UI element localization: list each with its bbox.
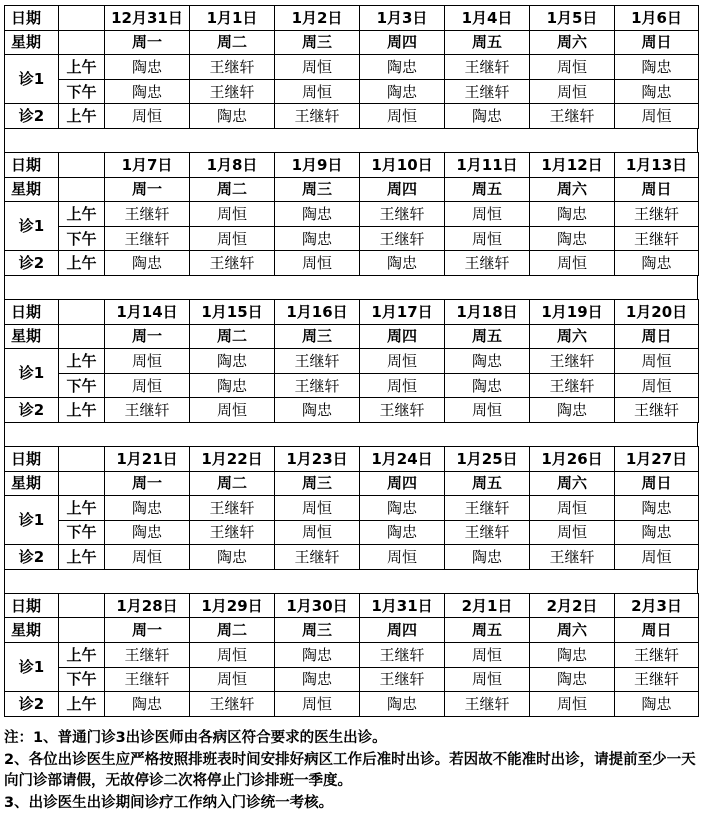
doctor-cell: 陶忠 bbox=[530, 226, 615, 251]
am-label: 上午 bbox=[59, 545, 105, 570]
doctor-cell: 周恒 bbox=[360, 104, 445, 129]
clinic2-label: 诊2 bbox=[5, 692, 59, 717]
doctor-cell: 周恒 bbox=[445, 667, 530, 692]
doctor-cell: 王继轩 bbox=[445, 692, 530, 717]
am-label: 上午 bbox=[59, 496, 105, 521]
date-label: 日期 bbox=[5, 6, 59, 31]
date-cell: 1月10日 bbox=[360, 152, 445, 177]
doctor-cell: 王继轩 bbox=[105, 643, 190, 668]
schedule-table bbox=[4, 446, 699, 570]
weekday-cell: 周日 bbox=[615, 618, 699, 643]
doctor-cell: 王继轩 bbox=[615, 398, 699, 423]
schedule-table bbox=[4, 593, 699, 717]
doctor-cell: 王继轩 bbox=[360, 202, 445, 227]
doctor-cell: 陶忠 bbox=[190, 104, 275, 129]
date-row bbox=[5, 152, 699, 177]
weekday-cell: 周一 bbox=[105, 471, 190, 496]
doctor-cell: 王继轩 bbox=[530, 104, 615, 129]
doctor-cell: 陶忠 bbox=[105, 251, 190, 276]
doctor-cell: 周恒 bbox=[615, 373, 699, 398]
blank-cell bbox=[59, 618, 105, 643]
doctor-cell: 王继轩 bbox=[360, 226, 445, 251]
date-row bbox=[5, 299, 699, 324]
separator-row bbox=[4, 276, 698, 299]
am-label: 上午 bbox=[59, 692, 105, 717]
weekday-cell: 周日 bbox=[615, 30, 699, 55]
weekday-cell: 周五 bbox=[445, 30, 530, 55]
clinic1-am-row bbox=[5, 643, 699, 668]
note-1: 注：1、普通门诊3出诊医师由各病区符合要求的医生出诊。 bbox=[4, 730, 387, 746]
doctor-cell: 周恒 bbox=[530, 79, 615, 104]
clinic1-am-row bbox=[5, 349, 699, 374]
weekday-cell: 周三 bbox=[275, 177, 360, 202]
am-label: 上午 bbox=[59, 349, 105, 374]
date-row bbox=[5, 6, 699, 31]
doctor-cell: 周恒 bbox=[275, 496, 360, 521]
doctor-cell: 陶忠 bbox=[190, 545, 275, 570]
doctor-cell: 陶忠 bbox=[615, 79, 699, 104]
weekday-cell: 周日 bbox=[615, 324, 699, 349]
doctor-cell: 周恒 bbox=[190, 202, 275, 227]
date-cell: 1月29日 bbox=[190, 593, 275, 618]
doctor-cell: 陶忠 bbox=[190, 349, 275, 374]
date-cell: 1月2日 bbox=[275, 6, 360, 31]
doctor-cell: 陶忠 bbox=[445, 349, 530, 374]
weekday-row bbox=[5, 30, 699, 55]
doctor-cell: 周恒 bbox=[530, 520, 615, 545]
doctor-cell: 周恒 bbox=[190, 667, 275, 692]
doctor-cell: 王继轩 bbox=[275, 349, 360, 374]
doctor-cell: 周恒 bbox=[190, 226, 275, 251]
doctor-cell: 王继轩 bbox=[530, 349, 615, 374]
doctor-cell: 陶忠 bbox=[360, 692, 445, 717]
schedule-table bbox=[4, 299, 699, 423]
doctor-cell: 王继轩 bbox=[445, 520, 530, 545]
doctor-cell: 王继轩 bbox=[190, 79, 275, 104]
clinic1-am-row bbox=[5, 202, 699, 227]
weekday-cell: 周二 bbox=[190, 618, 275, 643]
date-cell: 1月11日 bbox=[445, 152, 530, 177]
weekday-cell: 周一 bbox=[105, 324, 190, 349]
doctor-cell: 陶忠 bbox=[360, 251, 445, 276]
clinic1-label: 诊1 bbox=[5, 349, 59, 398]
clinic1-label: 诊1 bbox=[5, 55, 59, 104]
doctor-cell: 周恒 bbox=[615, 545, 699, 570]
date-cell: 1月20日 bbox=[615, 299, 699, 324]
weekday-cell: 周四 bbox=[360, 30, 445, 55]
doctor-cell: 陶忠 bbox=[445, 373, 530, 398]
weekday-cell: 周一 bbox=[105, 30, 190, 55]
clinic2-label: 诊2 bbox=[5, 545, 59, 570]
weekday-cell: 周四 bbox=[360, 177, 445, 202]
weekday-cell: 周四 bbox=[360, 324, 445, 349]
doctor-cell: 陶忠 bbox=[615, 496, 699, 521]
doctor-cell: 陶忠 bbox=[275, 643, 360, 668]
blank-cell bbox=[59, 177, 105, 202]
clinic2-am-row bbox=[5, 398, 699, 423]
doctor-cell: 王继轩 bbox=[615, 202, 699, 227]
date-cell: 1月8日 bbox=[190, 152, 275, 177]
doctor-cell: 王继轩 bbox=[105, 202, 190, 227]
am-label: 上午 bbox=[59, 104, 105, 129]
date-cell: 1月1日 bbox=[190, 6, 275, 31]
date-row bbox=[5, 593, 699, 618]
doctor-cell: 陶忠 bbox=[530, 202, 615, 227]
date-cell: 1月16日 bbox=[275, 299, 360, 324]
date-cell: 1月5日 bbox=[530, 6, 615, 31]
date-cell: 1月4日 bbox=[445, 6, 530, 31]
doctor-cell: 王继轩 bbox=[190, 251, 275, 276]
pm-label: 下午 bbox=[59, 373, 105, 398]
weekday-cell: 周五 bbox=[445, 618, 530, 643]
doctor-cell: 陶忠 bbox=[105, 55, 190, 80]
date-label: 日期 bbox=[5, 152, 59, 177]
date-cell: 1月17日 bbox=[360, 299, 445, 324]
clinic1-pm-row bbox=[5, 520, 699, 545]
doctor-cell: 王继轩 bbox=[275, 104, 360, 129]
clinic1-pm-row bbox=[5, 79, 699, 104]
date-label: 日期 bbox=[5, 446, 59, 471]
weekday-cell: 周二 bbox=[190, 471, 275, 496]
pm-label: 下午 bbox=[59, 667, 105, 692]
clinic1-pm-row bbox=[5, 226, 699, 251]
date-cell: 1月27日 bbox=[615, 446, 699, 471]
weekday-cell: 周六 bbox=[530, 177, 615, 202]
blank-cell bbox=[59, 471, 105, 496]
date-cell: 1月3日 bbox=[360, 6, 445, 31]
doctor-cell: 王继轩 bbox=[445, 496, 530, 521]
clinic1-pm-row bbox=[5, 373, 699, 398]
clinic1-label: 诊1 bbox=[5, 202, 59, 251]
date-cell: 1月14日 bbox=[105, 299, 190, 324]
date-cell: 1月30日 bbox=[275, 593, 360, 618]
doctor-cell: 陶忠 bbox=[105, 496, 190, 521]
note-2: 2、各位出诊医生应严格按照排班表时间安排好病区工作后准时出诊。若因故不能准时出诊，请提前至少一天向门诊部请假，无故停诊二次将停止门诊排班一季度。 bbox=[4, 751, 696, 789]
date-cell: 1月12日 bbox=[530, 152, 615, 177]
date-cell: 1月28日 bbox=[105, 593, 190, 618]
date-cell: 1月15日 bbox=[190, 299, 275, 324]
doctor-cell: 陶忠 bbox=[615, 692, 699, 717]
date-label: 日期 bbox=[5, 299, 59, 324]
blank-cell bbox=[59, 593, 105, 618]
clinic1-label: 诊1 bbox=[5, 643, 59, 692]
blank-cell bbox=[59, 6, 105, 31]
doctor-cell: 王继轩 bbox=[275, 373, 360, 398]
schedule-table bbox=[4, 152, 699, 276]
date-cell: 1月18日 bbox=[445, 299, 530, 324]
doctor-cell: 陶忠 bbox=[445, 104, 530, 129]
doctor-cell: 陶忠 bbox=[530, 398, 615, 423]
blank-cell bbox=[59, 299, 105, 324]
weekday-cell: 周五 bbox=[445, 177, 530, 202]
doctor-cell: 周恒 bbox=[275, 692, 360, 717]
weekday-cell: 周三 bbox=[275, 471, 360, 496]
date-cell: 1月13日 bbox=[615, 152, 699, 177]
doctor-cell: 王继轩 bbox=[615, 667, 699, 692]
doctor-cell: 王继轩 bbox=[190, 692, 275, 717]
date-cell: 1月6日 bbox=[615, 6, 699, 31]
doctor-cell: 王继轩 bbox=[445, 55, 530, 80]
separator-row bbox=[4, 570, 698, 593]
doctor-cell: 周恒 bbox=[445, 643, 530, 668]
weekday-label: 星期 bbox=[5, 30, 59, 55]
doctor-cell: 王继轩 bbox=[530, 373, 615, 398]
doctor-cell: 周恒 bbox=[105, 545, 190, 570]
doctor-cell: 周恒 bbox=[445, 202, 530, 227]
weekday-cell: 周三 bbox=[275, 30, 360, 55]
doctor-cell: 周恒 bbox=[530, 496, 615, 521]
doctor-cell: 周恒 bbox=[275, 55, 360, 80]
clinic1-am-row bbox=[5, 496, 699, 521]
doctor-cell: 王继轩 bbox=[190, 520, 275, 545]
doctor-cell: 王继轩 bbox=[615, 226, 699, 251]
separator-row bbox=[4, 423, 698, 446]
doctor-cell: 陶忠 bbox=[190, 373, 275, 398]
am-label: 上午 bbox=[59, 398, 105, 423]
doctor-cell: 王继轩 bbox=[530, 545, 615, 570]
doctor-cell: 王继轩 bbox=[105, 398, 190, 423]
clinic1-am-row bbox=[5, 55, 699, 80]
doctor-cell: 王继轩 bbox=[190, 55, 275, 80]
doctor-cell: 陶忠 bbox=[275, 398, 360, 423]
doctor-cell: 周恒 bbox=[275, 251, 360, 276]
weekday-cell: 周一 bbox=[105, 177, 190, 202]
pm-label: 下午 bbox=[59, 79, 105, 104]
date-cell: 12月31日 bbox=[105, 6, 190, 31]
clinic1-pm-row bbox=[5, 667, 699, 692]
doctor-cell: 周恒 bbox=[615, 349, 699, 374]
am-label: 上午 bbox=[59, 643, 105, 668]
doctor-cell: 陶忠 bbox=[360, 55, 445, 80]
doctor-cell: 王继轩 bbox=[445, 251, 530, 276]
doctor-cell: 陶忠 bbox=[360, 79, 445, 104]
date-cell: 1月22日 bbox=[190, 446, 275, 471]
doctor-cell: 周恒 bbox=[105, 373, 190, 398]
weekday-cell: 周五 bbox=[445, 471, 530, 496]
doctor-cell: 王继轩 bbox=[105, 226, 190, 251]
doctor-cell: 周恒 bbox=[530, 55, 615, 80]
weekday-cell: 周六 bbox=[530, 324, 615, 349]
date-cell: 1月26日 bbox=[530, 446, 615, 471]
date-cell: 1月23日 bbox=[275, 446, 360, 471]
weekday-label: 星期 bbox=[5, 324, 59, 349]
week-block-4 bbox=[4, 446, 698, 570]
clinic2-am-row bbox=[5, 251, 699, 276]
doctor-cell: 陶忠 bbox=[615, 251, 699, 276]
doctor-cell: 陶忠 bbox=[275, 667, 360, 692]
date-cell: 2月1日 bbox=[445, 593, 530, 618]
doctor-cell: 陶忠 bbox=[530, 643, 615, 668]
weekday-row bbox=[5, 177, 699, 202]
am-label: 上午 bbox=[59, 202, 105, 227]
doctor-cell: 王继轩 bbox=[275, 545, 360, 570]
doctor-cell: 周恒 bbox=[445, 398, 530, 423]
weekday-cell: 周四 bbox=[360, 471, 445, 496]
doctor-cell: 王继轩 bbox=[360, 398, 445, 423]
weekday-cell: 周六 bbox=[530, 30, 615, 55]
date-cell: 1月7日 bbox=[105, 152, 190, 177]
weekday-row bbox=[5, 324, 699, 349]
date-cell: 1月19日 bbox=[530, 299, 615, 324]
date-cell: 1月24日 bbox=[360, 446, 445, 471]
week-block-1 bbox=[4, 5, 698, 129]
doctor-cell: 周恒 bbox=[105, 104, 190, 129]
blank-cell bbox=[59, 324, 105, 349]
doctor-cell: 王继轩 bbox=[445, 79, 530, 104]
clinic2-label: 诊2 bbox=[5, 398, 59, 423]
doctor-cell: 陶忠 bbox=[275, 226, 360, 251]
clinic1-label: 诊1 bbox=[5, 496, 59, 545]
date-cell: 1月9日 bbox=[275, 152, 360, 177]
clinic2-am-row bbox=[5, 692, 699, 717]
doctor-cell: 周恒 bbox=[275, 520, 360, 545]
weekday-cell: 周日 bbox=[615, 471, 699, 496]
weekday-cell: 周三 bbox=[275, 324, 360, 349]
separator-row bbox=[4, 129, 698, 152]
week-block-5 bbox=[4, 593, 698, 717]
date-cell: 1月31日 bbox=[360, 593, 445, 618]
doctor-cell: 王继轩 bbox=[105, 667, 190, 692]
notes-section bbox=[4, 728, 702, 814]
weekday-label: 星期 bbox=[5, 471, 59, 496]
blank-cell bbox=[59, 30, 105, 55]
clinic2-label: 诊2 bbox=[5, 251, 59, 276]
weekday-cell: 周二 bbox=[190, 324, 275, 349]
doctor-cell: 陶忠 bbox=[275, 202, 360, 227]
week-block-2 bbox=[4, 152, 698, 276]
doctor-cell: 王继轩 bbox=[360, 643, 445, 668]
date-cell: 2月3日 bbox=[615, 593, 699, 618]
weekday-label: 星期 bbox=[5, 618, 59, 643]
doctor-cell: 周恒 bbox=[275, 79, 360, 104]
doctor-cell: 周恒 bbox=[530, 692, 615, 717]
doctor-cell: 陶忠 bbox=[360, 496, 445, 521]
weekday-cell: 周日 bbox=[615, 177, 699, 202]
doctor-cell: 陶忠 bbox=[105, 79, 190, 104]
date-row bbox=[5, 446, 699, 471]
doctor-cell: 周恒 bbox=[615, 104, 699, 129]
weekday-cell: 周一 bbox=[105, 618, 190, 643]
date-cell: 1月21日 bbox=[105, 446, 190, 471]
weekday-cell: 周四 bbox=[360, 618, 445, 643]
week-block-3 bbox=[4, 299, 698, 423]
doctor-cell: 周恒 bbox=[105, 349, 190, 374]
am-label: 上午 bbox=[59, 251, 105, 276]
doctor-cell: 周恒 bbox=[360, 349, 445, 374]
doctor-cell: 陶忠 bbox=[105, 520, 190, 545]
doctor-cell: 周恒 bbox=[190, 398, 275, 423]
doctor-cell: 周恒 bbox=[360, 545, 445, 570]
weekday-row bbox=[5, 618, 699, 643]
schedule-sheet bbox=[4, 5, 698, 717]
doctor-cell: 周恒 bbox=[445, 226, 530, 251]
clinic2-am-row bbox=[5, 545, 699, 570]
weekday-cell: 周三 bbox=[275, 618, 360, 643]
weekday-cell: 周六 bbox=[530, 618, 615, 643]
blank-cell bbox=[59, 152, 105, 177]
doctor-cell: 陶忠 bbox=[105, 692, 190, 717]
blank-cell bbox=[59, 446, 105, 471]
doctor-cell: 王继轩 bbox=[615, 643, 699, 668]
doctor-cell: 王继轩 bbox=[360, 667, 445, 692]
date-cell: 2月2日 bbox=[530, 593, 615, 618]
pm-label: 下午 bbox=[59, 226, 105, 251]
doctor-cell: 周恒 bbox=[530, 251, 615, 276]
weekday-label: 星期 bbox=[5, 177, 59, 202]
weekday-cell: 周二 bbox=[190, 30, 275, 55]
doctor-cell: 陶忠 bbox=[615, 520, 699, 545]
weekday-cell: 周五 bbox=[445, 324, 530, 349]
doctor-cell: 陶忠 bbox=[530, 667, 615, 692]
weekday-cell: 周二 bbox=[190, 177, 275, 202]
am-label: 上午 bbox=[59, 55, 105, 80]
weekday-cell: 周六 bbox=[530, 471, 615, 496]
pm-label: 下午 bbox=[59, 520, 105, 545]
doctor-cell: 陶忠 bbox=[615, 55, 699, 80]
date-cell: 1月25日 bbox=[445, 446, 530, 471]
doctor-cell: 陶忠 bbox=[445, 545, 530, 570]
doctor-cell: 陶忠 bbox=[360, 520, 445, 545]
note-3: 3、出诊医生出诊期间诊疗工作纳入门诊统一考核。 bbox=[4, 794, 334, 811]
weekday-row bbox=[5, 471, 699, 496]
clinic2-am-row bbox=[5, 104, 699, 129]
doctor-cell: 周恒 bbox=[360, 373, 445, 398]
doctor-cell: 王继轩 bbox=[190, 496, 275, 521]
schedule-table bbox=[4, 5, 699, 129]
date-label: 日期 bbox=[5, 593, 59, 618]
clinic2-label: 诊2 bbox=[5, 104, 59, 129]
doctor-cell: 周恒 bbox=[190, 643, 275, 668]
